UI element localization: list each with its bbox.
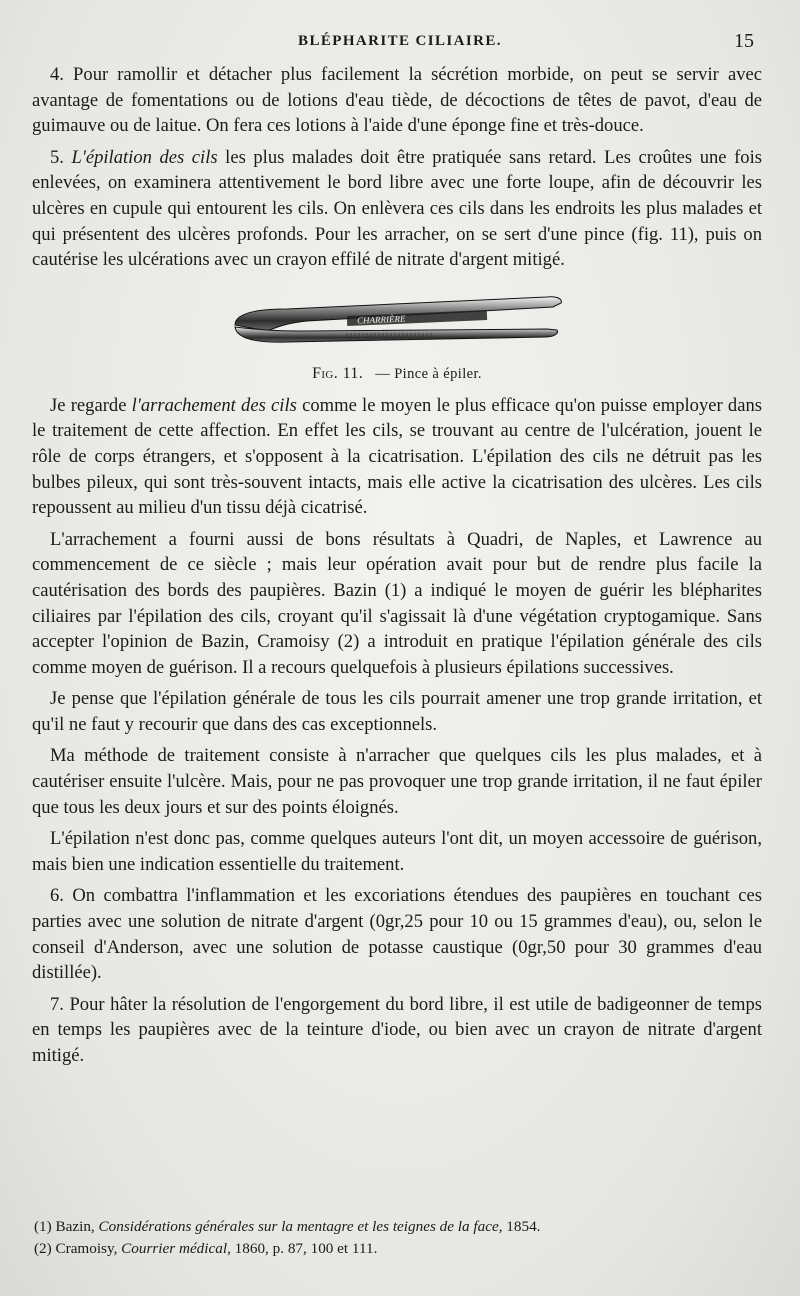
text-run: 7. Pour hâter la résolution de l'engorgement du bord libre, il est utile de badigeonner de temps en temps les paupières avec de la teinture d'iode, ou bien avec un crayon de nitrate d'argent mitigé.	[32, 993, 762, 1066]
page-body	[32, 60, 762, 1069]
italic-text: Courrier médical	[121, 1240, 228, 1257]
paragraph	[32, 145, 762, 273]
figure-caption	[32, 365, 762, 383]
paragraph	[32, 62, 762, 139]
running-title: BLÉPHARITE CILIAIRE.	[298, 33, 502, 49]
figure-11	[32, 287, 762, 383]
text-run: Ma méthode de traitement consiste à n'arracher que quelques cils les plus malades, et à cautériser ensuite l'ulcère. Mais, pour ne pas provoquer une trop grande irritation, il ne faut épiler que tous les deux jours et sur des points éloignés.	[32, 745, 762, 818]
paragraph	[32, 826, 762, 877]
page-number: 15	[734, 30, 754, 52]
text-run: Je regarde	[50, 394, 132, 416]
text-run: les plus malades doit être pratiquée sans retard. Les croûtes une fois enlevées, on examinera attentivement le bord libre avec une forte loupe, afin de découvrir les ulcères en cupule qui entourent les cils. On enlèvera ces cils dans les endroits les plus malades et qui présentent des ulcères profonds. Pour les arracher, on se sert d'une pince (fig. 11), puis on cautérise les ulcérations avec un crayon effilé de nitrate d'argent mitigé.	[32, 146, 762, 271]
paragraph	[32, 883, 762, 985]
figure-caption-text: — Pince à épiler.	[375, 365, 482, 382]
paragraph	[32, 992, 762, 1069]
text-run: , 1854.	[498, 1218, 541, 1235]
footnote	[34, 1216, 764, 1238]
text-run: 4. Pour ramollir et détacher plus facilement la sécrétion morbide, on peut se servir avec avantage de fomentations ou de lotions d'eau tiède, de décoctions de têtes de pavot, d'eau de guimauve ou de laitue. On fera ces lotions à l'aide d'une éponge fine et très-douce.	[32, 64, 762, 137]
tweezers-icon	[227, 287, 567, 359]
text-run: L'arrachement a fourni aussi de bons résultats à Quadri, de Naples, et Lawrence au commencement de ce siècle ; mais leur opération avait pour but de rendre plus facile la cautérisation des bords des paupières. Bazin (1) a indiqué le moyen de guérir les blépharites ciliaires par l'épilation des cils, croyant qu'il s'agissait là d'une végétation cryptogamique. Sans accepter l'opinion de Bazin, Cramoisy (2) a introduit en pratique l'épilation générale des cils comme moyen de guérison. Il a recours quelquefois à plusieurs épilations successives.	[32, 528, 762, 678]
paragraphs-before-figure	[32, 62, 762, 273]
paragraph	[32, 743, 762, 820]
footnotes	[34, 1216, 764, 1260]
text-run: 6. On combattra l'inflammation et les excoriations étendues des paupières en touchant ces parties avec une solution de nitrate d'argent (0gr,25 pour 10 ou 15 grammes d'eau), ou, selon le conseil d'Anderson, avec une solution de potasse caustique (0gr,50 pour 30 grammes d'eau distillée).	[32, 885, 762, 984]
text-run: (1) Bazin,	[34, 1218, 99, 1235]
text-run: L'épilation n'est donc pas, comme quelques auteurs l'ont dit, un moyen accessoire de guérison, mais bien une indication essentielle du traitement.	[32, 828, 762, 875]
italic-text: L'épilation des cils	[71, 146, 218, 168]
paragraph	[32, 527, 762, 681]
paragraph	[32, 393, 762, 521]
text-run: , 1860, p. 87, 100 et 111.	[227, 1240, 378, 1257]
footnote	[34, 1238, 764, 1260]
text-run: Je pense que l'épilation générale de tous les cils pourrait amener une trop grande irritation, et qu'il ne faut y recourir que dans des cas exceptionnels.	[32, 688, 762, 735]
figure-label: Fig. 11.	[312, 364, 364, 382]
text-run: comme le moyen le plus efficace qu'on puisse employer dans le traitement de cette affection. En effet les cils, se trouvant au centre de l'ulcération, jouent le rôle de corps étrangers, et s'opposent à la cicatrisation. L'épilation des cils ne détruit pas les bulbes pileux, qui sont très-souvent intacts, mais elle active la cicatrisation des ulcères. Les cils repoussent au milieu d'un tissu déjà cicatrisé.	[32, 394, 763, 519]
paragraph	[32, 686, 762, 737]
maker-engraving: CHARRIÈRE	[356, 313, 406, 326]
text-run: (2) Cramoisy,	[34, 1240, 122, 1257]
paragraphs-after-figure	[32, 393, 762, 1069]
page-header	[0, 30, 800, 56]
italic-text: Considérations générales sur la mentagre et les teignes de la face	[98, 1218, 499, 1235]
italic-text: l'arrachement des cils	[131, 394, 297, 416]
text-run: 5.	[50, 146, 72, 168]
